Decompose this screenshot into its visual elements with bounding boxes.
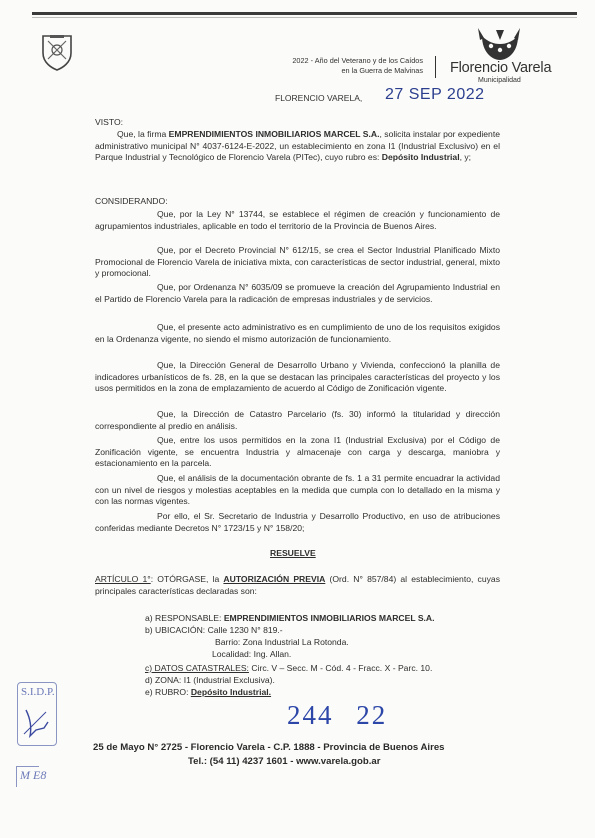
stamp-sidp: S.I.D.P.	[21, 686, 55, 698]
considerando-label: CONSIDERANDO:	[95, 196, 168, 206]
considerando-paragraph-9: Por ello, el Sr. Secretario de Industria y Desarrollo Productivo, en uso de atribuciones conferidas mediante Decretos N° 1723/15 y N° 158/20;	[95, 511, 500, 533]
signature-mark	[20, 704, 52, 740]
coat-of-arms-icon	[40, 33, 74, 71]
considerando-paragraph-5: Que, la Dirección General de Desarrollo Urbano y Vivienda, confeccionó la planilla de indicadores urbanísticos de fs. 28, en la que se destacan las principales características del proyecto y los usos permitidos en la zona de emplazamiento de acuerdo al Código de Zonificación vigente.	[95, 360, 500, 394]
footer-address: 25 de Mayo N° 2725 - Florencio Varela - C.P. 1888 - Provincia de Buenos Aires	[93, 742, 445, 753]
footer-contact: Tel.: (54 11) 4237 1601 - www.varela.gob.ar	[188, 756, 381, 767]
top-rule-thin	[32, 17, 577, 18]
date-stamp: 27 SEP 2022	[385, 86, 485, 103]
brand-subtitle: Municipalidad	[478, 77, 521, 84]
resuelve-heading: RESUELVE	[270, 548, 316, 558]
item-barrio: Barrio: Zona Industrial La Rotonda.	[215, 637, 349, 647]
considerando-paragraph-6: Que, la Dirección de Catastro Parcelario (fs. 30) informó la titularidad y dirección correspondiente al predio en análisis.	[95, 409, 500, 431]
hand-mark: M E8	[20, 768, 47, 782]
brand-name: Florencio Varela	[450, 60, 552, 76]
place-label: FLORENCIO VARELA,	[275, 93, 363, 103]
considerando-paragraph-7: Que, entre los usos permitidos en la zona I1 (Industrial Exclusiva) por el Código de Zonificación vigente, se encuentra Industria y almacenaje con carga y descarga, maniobra y estacionamiento en la parcela.	[95, 435, 500, 469]
item-zona: d) ZONA: I1 (Industrial Exclusiva).	[145, 675, 275, 685]
resolution-number: 244 22	[287, 700, 388, 730]
articulo-1: ARTÍCULO 1°: OTÓRGASE, la AUTORIZACIÓN PREVIA (Ord. N° 857/84) al establecimiento, cuyas principales características declaradas son:	[95, 574, 501, 596]
considerando-paragraph-2: Que, por el Decreto Provincial N° 612/15, se crea el Sector Industrial Planificado Mixto Promocional de Florencio Varela de iniciativa mixta, con características de sector industrial, general, mixto y promocional.	[95, 245, 500, 279]
motto-line-1: 2022 - Año del Veterano y de los Caídos	[292, 56, 423, 65]
item-rubro: e) RUBRO: Depósito Industrial.	[145, 687, 272, 697]
visto-label: VISTO:	[95, 117, 124, 127]
item-localidad: Localidad: Ing. Allan.	[212, 649, 292, 659]
considerando-paragraph-4: Que, el presente acto administrativo es en cumplimiento de uno de los requisitos exigidos en la Ordenanza vigente, no siendo el mismo autorización de funcionamiento.	[95, 322, 500, 344]
item-datos-catastrales: c) DATOS CATASTRALES: Circ. V – Secc. M - Cód. 4 - Fracc. X - Parc. 10.	[145, 663, 433, 673]
item-ubicacion: b) UBICACIÓN: Calle 1230 N° 819.-	[145, 625, 283, 635]
top-rule	[32, 12, 577, 15]
florencio-varela-logo-icon	[470, 26, 530, 62]
visto-paragraph: Que, la firma EMPRENDIMIENTOS INMOBILIARIOS MARCEL S.A., solicita instalar por expediente administrativo municipal N° 4037-6124-E-2022, un establecimiento en zona I1 (Industrial Exclusivo) en el Parque Industrial y Tecnológico de Florencio Varela (PITec), cuyo rubro es: Depósito Industrial, y;	[95, 129, 500, 163]
motto-line-2: en la Guerra de Malvinas	[341, 66, 423, 75]
considerando-paragraph-8: Que, el análisis de la documentación obrante de fs. 1 a 31 permite encuadrar la actividad con un nivel de riesgos y molestias aceptables en la medida que cumpla con lo detallado en la misma y con las normas vigentes.	[95, 473, 500, 507]
considerando-paragraph-3: Que, por Ordenanza N° 6035/09 se promueve la creación del Agrupamiento Industrial en el Partido de Florencio Varela para la radicación de empresas industriales y de servicios.	[95, 282, 500, 304]
header-divider	[435, 56, 436, 78]
item-responsable: a) RESPONSABLE: EMPRENDIMIENTOS INMOBILIARIOS MARCEL S.A.	[145, 613, 435, 623]
considerando-paragraph-1: Que, por la Ley N° 13744, se establece el régimen de creación y funcionamiento de agrupamientos industriales, aplicable en todo el territorio de la Provincia de Buenos Aires.	[95, 209, 500, 231]
